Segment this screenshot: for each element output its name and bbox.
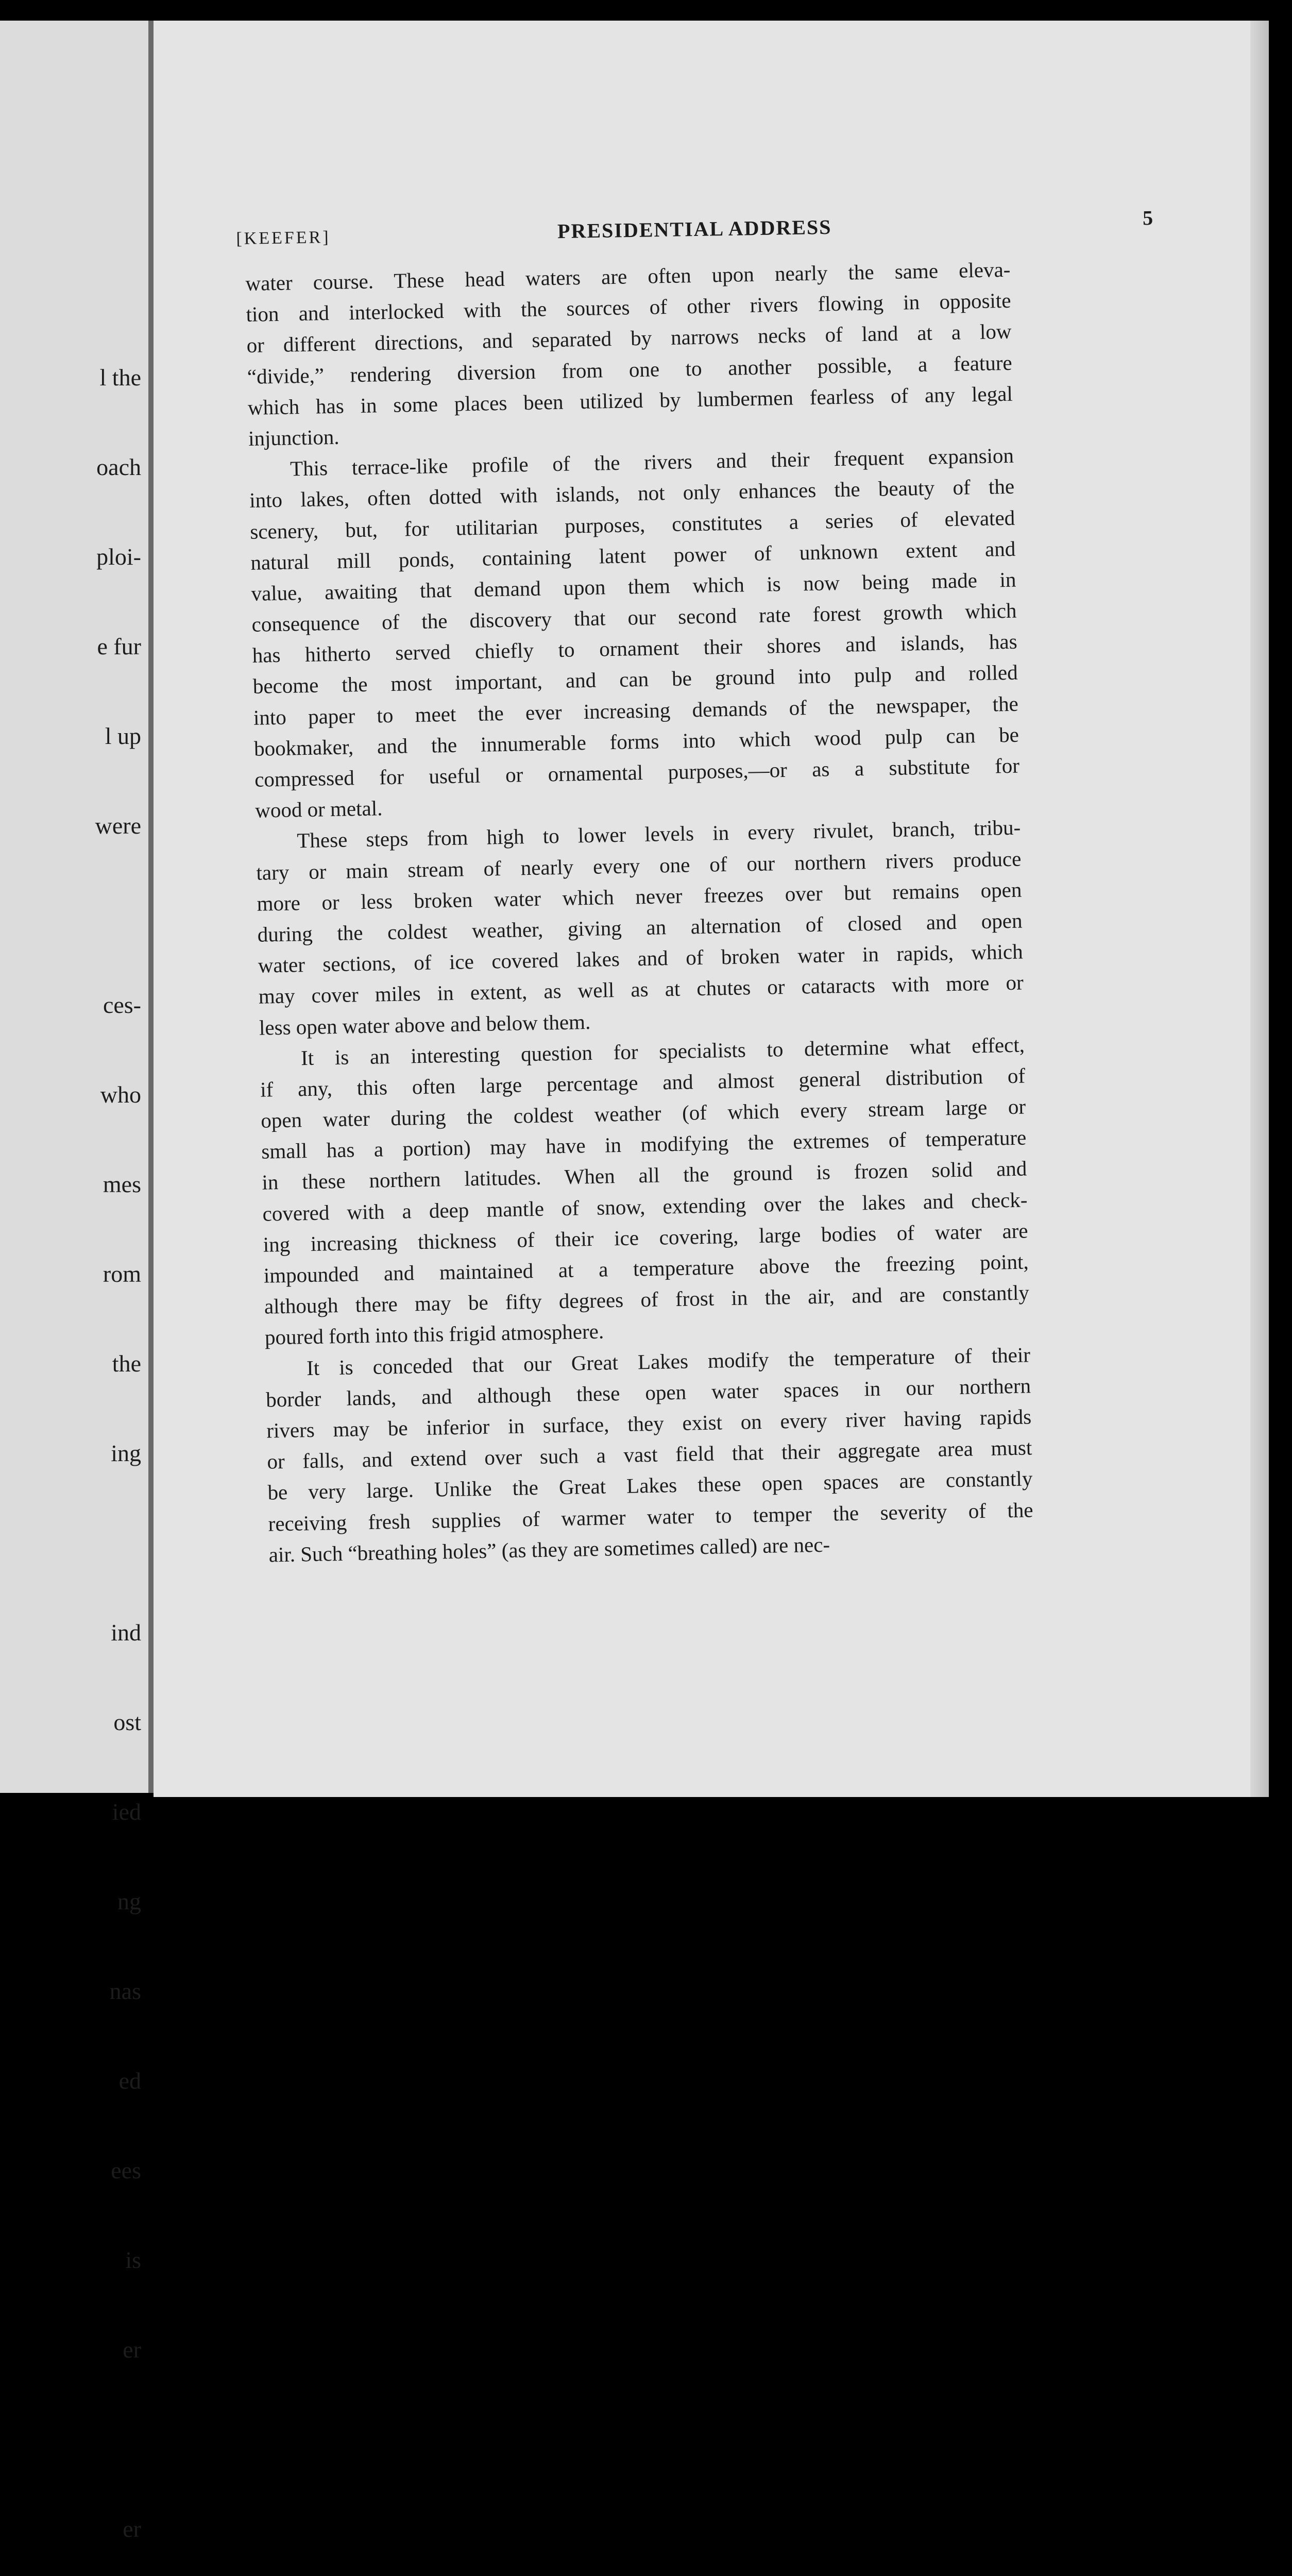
book-gutter (148, 21, 154, 1793)
text-line: receiving fresh supplies of warmer water to temper the severity of the (268, 1497, 1033, 1536)
facing-line (59, 2425, 141, 2454)
text-line: which has in some places been utilized by lumbermen fearless of any legal (247, 381, 1013, 419)
body-text (245, 254, 1034, 1570)
paragraph (256, 812, 1024, 1043)
text-line: air. Such “breathing holes” (as they are sometimes called) are nec- (268, 1532, 830, 1567)
text-line: tary or main stream of nearly every one of our northern rivers produce (256, 846, 1022, 885)
text-line: has hitherto served chiefly to ornament their shores and islands, has (252, 629, 1017, 668)
text-line: natural mill ponds, containing latent power of unknown extent and (250, 536, 1016, 574)
text-line: more or less broken water which never freezes over but remains open (257, 877, 1022, 916)
facing-line: ied (112, 1799, 141, 1825)
facing-line: ing (111, 1440, 141, 1466)
text-line: poured forth into this frigid atmosphere. (264, 1319, 604, 1350)
paragraph (249, 440, 1021, 826)
text-line: water course. These head waters are often upon nearly the same eleva- (245, 257, 1011, 295)
text-line: less open water above and below them. (259, 1009, 591, 1040)
main-page (154, 21, 1269, 1797)
facing-line: mes (103, 1171, 141, 1197)
page-number: 5 (1142, 206, 1153, 230)
facing-page (0, 21, 150, 2542)
facing-line: ed (118, 2067, 141, 2094)
text-line: be very large. Unlike the Great Lakes these open spaces are constantly (267, 1466, 1033, 1504)
text-line: injunction. (248, 425, 339, 450)
text-line: “divide,” rendering diversion from one to another possible, a feature (247, 350, 1013, 388)
text-line: scenery, but, for utilitarian purposes, constitutes a series of elevated (249, 505, 1015, 544)
facing-line (59, 901, 141, 930)
text-line: if any, this often large percentage and almost general distribution of (260, 1063, 1026, 1101)
facing-line: ng (117, 1888, 141, 1914)
text-line: value, awaiting that demand upon them which is now being made in (251, 567, 1016, 605)
text-line: It is conceded that our Great Lakes modify the temperature of their (306, 1342, 1031, 1380)
facing-line (59, 1528, 141, 1558)
facing-line: ind (111, 1619, 141, 1646)
facing-line: rom (103, 1261, 141, 1287)
text-line: ing increasing thickness of their ice covering, large bodies of water are (263, 1218, 1028, 1257)
text-line: or falls, and extend over such a vast field that their aggregate area must (267, 1435, 1032, 1473)
page-edge-shadow (1250, 21, 1269, 1797)
text-line: consequence of the discovery that our second rate forest growth which (251, 598, 1017, 636)
paragraph (265, 1339, 1034, 1570)
text-line: covered with a deep mantle of snow, extending over the lakes and check- (262, 1188, 1028, 1226)
paragraph (260, 1029, 1030, 1353)
facing-line: ost (113, 1709, 141, 1735)
running-head-author: [KEEFER] (236, 228, 331, 248)
text-line: border lands, and although these open water spaces in our northern (265, 1374, 1031, 1412)
running-head-title: PRESIDENTIAL ADDRESS (557, 215, 832, 243)
text-line: wood or metal. (254, 796, 383, 823)
text-line: It is an interesting question for specialists to determine what effect, (300, 1032, 1025, 1070)
facing-line: er (123, 2336, 141, 2363)
text-line: This terrace-like profile of the rivers and their frequent expansion (290, 443, 1014, 481)
facing-line: ploi- (96, 544, 141, 570)
text-line: open water during the coldest weather (of which every stream large or (260, 1094, 1026, 1132)
text-line: small has a portion) may have in modifying the extremes of temperature (261, 1125, 1027, 1163)
facing-line: l the (99, 364, 141, 391)
facing-line: the (112, 1350, 141, 1377)
text-line: water sections, of ice covered lakes and of broken water in rapids, which (258, 939, 1023, 977)
text-line: although there may be fifty degrees of frost in the air, and are constantly (264, 1280, 1030, 1318)
facing-line: who (100, 1081, 141, 1108)
text-line: into lakes, often dotted with islands, not only enhances the beauty of the (249, 474, 1015, 513)
facing-line: ces- (103, 992, 141, 1018)
text-line: rivers may be inferior in surface, they exist on every river having rapids (266, 1404, 1032, 1443)
running-head (236, 206, 1153, 255)
text-line: or different directions, and separated by narrows necks of land at a low (246, 319, 1012, 358)
facing-line: e fur (97, 633, 141, 659)
text-line: may cover miles in extent, as well as at chutes or cataracts with more or (258, 970, 1024, 1009)
text-line: bookmaker, and the innumerable forms into which wood pulp can be (253, 722, 1019, 760)
text-line: tion and interlocked with the sources of other rivers flowing in opposite (246, 288, 1011, 327)
facing-page-text (59, 273, 141, 2576)
paragraph (245, 254, 1013, 454)
text-line: into paper to meet the ever increasing demands of the newspaper, the (253, 691, 1019, 730)
facing-line: ees (111, 2157, 141, 2183)
facing-line: nas (109, 1978, 141, 2004)
facing-line: oach (96, 454, 141, 480)
text-line: compressed for useful or ornamental purposes,—or as a substitute for (254, 753, 1020, 791)
text-line: become the most important, and can be ground into pulp and rolled (252, 660, 1018, 699)
facing-line: is (125, 2247, 141, 2273)
text-line: These steps from high to lower levels in every rivulet, branch, tribu- (296, 815, 1021, 853)
facing-line: l up (105, 723, 141, 749)
text-line: impounded and maintained at a temperature above the freezing point, (263, 1249, 1029, 1287)
facing-line: er (123, 2516, 141, 2542)
facing-line: were (95, 812, 141, 839)
text-line: in these northern latitudes. When all the ground is frozen solid and (262, 1156, 1027, 1195)
text-line: during the coldest weather, giving an alternation of closed and open (257, 908, 1023, 946)
